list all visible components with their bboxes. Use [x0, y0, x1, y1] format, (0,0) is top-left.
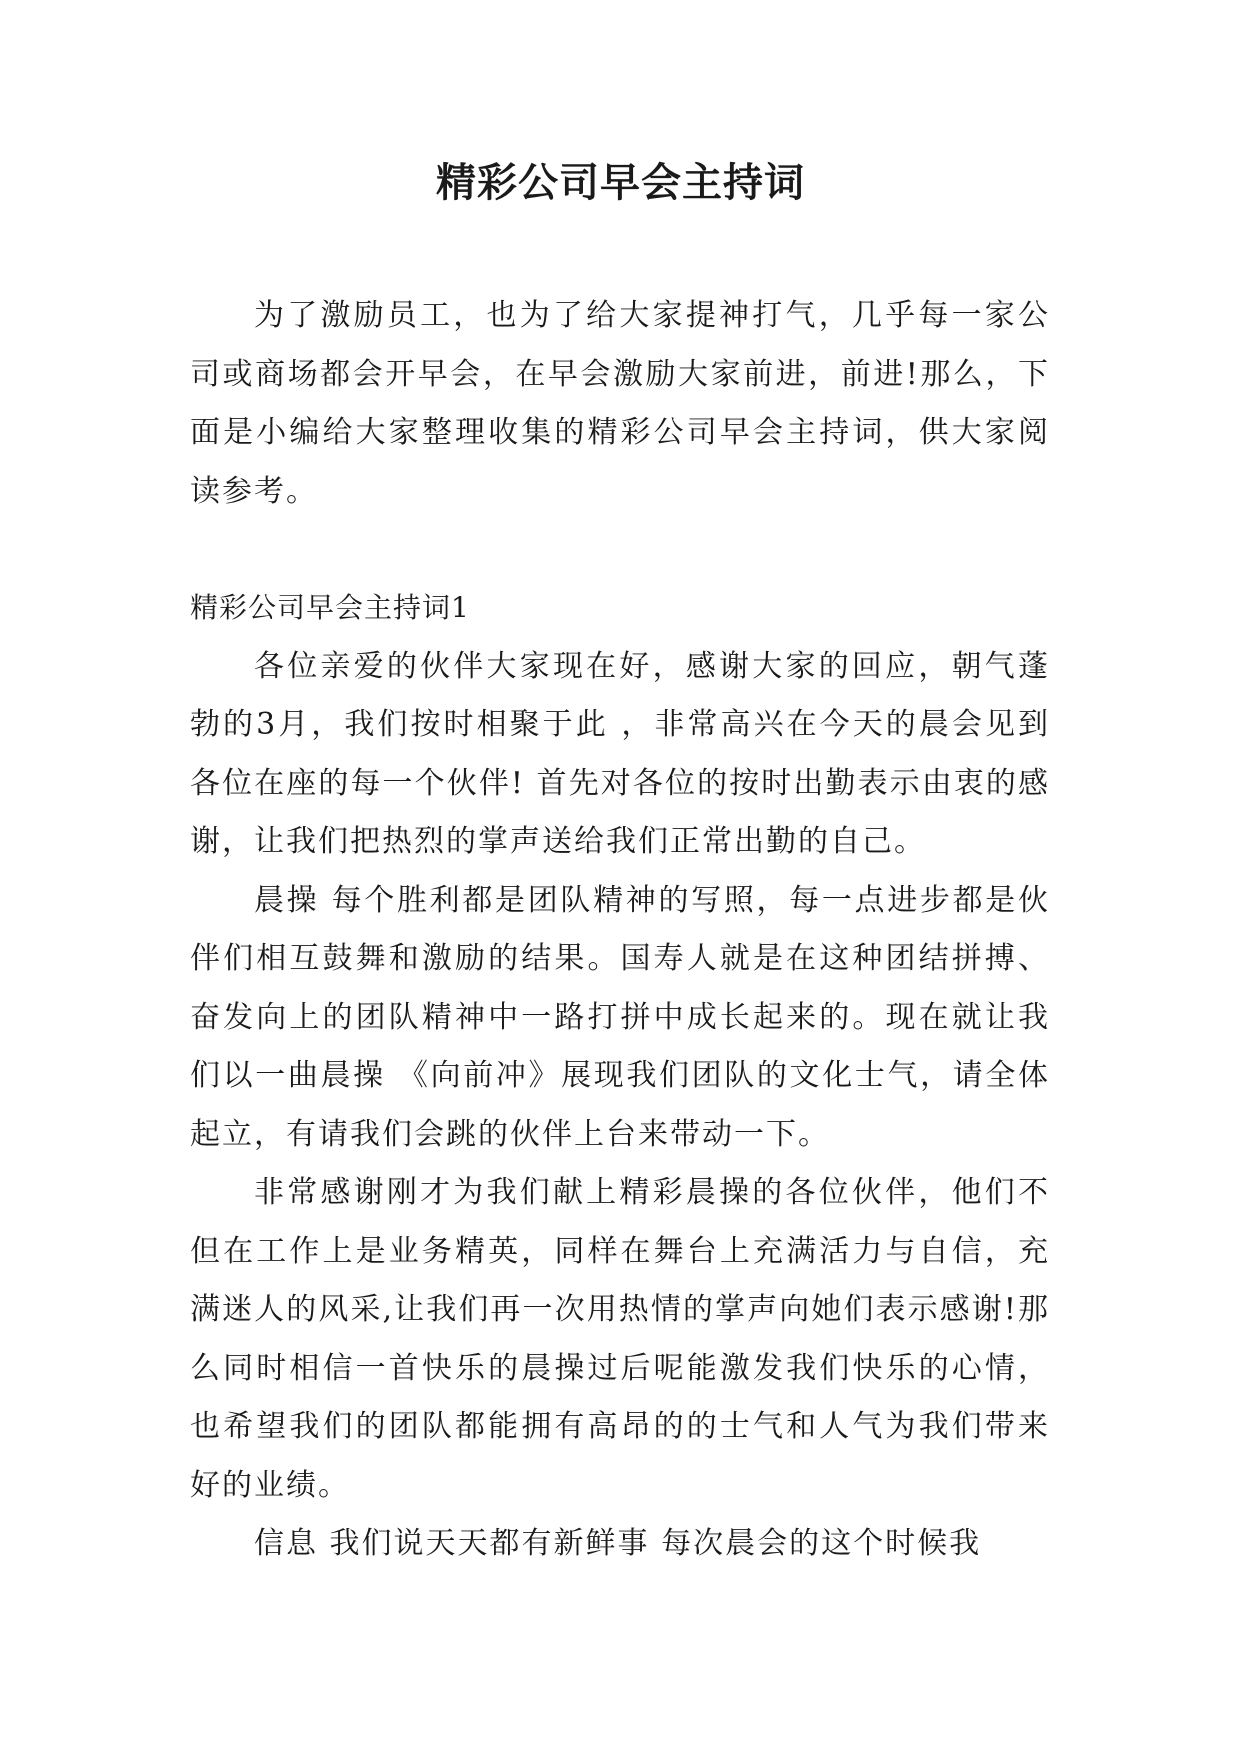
intro-paragraph: 为了激励员工，也为了给大家提神打气，几乎每一家公司或商场都会开早会，在早会激励大家前进，前进!那么，下面是小编给大家整理收集的精彩公司早会主持词，供大家阅读参考。: [190, 298, 1050, 509]
section-heading: 精彩公司早会主持词1: [190, 591, 470, 624]
paragraph-gap: [190, 521, 1050, 579]
document-title: 精彩公司早会主持词: [436, 160, 805, 206]
document-body: [190, 287, 1050, 1574]
body-paragraph-1: 各位亲爱的伙伴大家现在好，感谢大家的回应，朝气蓬勃的3月，我们按时相聚于此 ，非常高兴在今天的晨会见到各位在座的每一个伙伴! 首先对各位的按时出勤表示由衷的感谢，让我们把热烈的掌声送给我们正常出勤的自己。: [190, 648, 1050, 859]
body-paragraph-3: 非常感谢刚才为我们献上精彩晨操的各位伙伴，他们不但在工作上是业务精英，同样在舞台上充满活力与自信，充满迷人的风采,让我们再一次用热情的掌声向她们表示感谢!那么同时相信一首快乐的晨操过后呢能激发我们快乐的心情，也希望我们的团队都能拥有高昂的的士气和人气为我们带来好的业绩。: [190, 1175, 1050, 1503]
body-paragraph-2: 晨操 每个胜利都是团队精神的写照，每一点进步都是伙伴们相互鼓舞和激励的结果。国寿人就是在这种团结拼搏、奋发向上的团队精神中一路打拼中成长起来的。现在就让我们以一曲晨操 《向前冲》展现我们团队的文化士气，请全体起立，有请我们会跳的伙伴上台来带动一下。: [190, 882, 1050, 1152]
body-paragraph-4: 信息 我们说天天都有新鲜事 每次晨会的这个时候我: [254, 1526, 982, 1561]
